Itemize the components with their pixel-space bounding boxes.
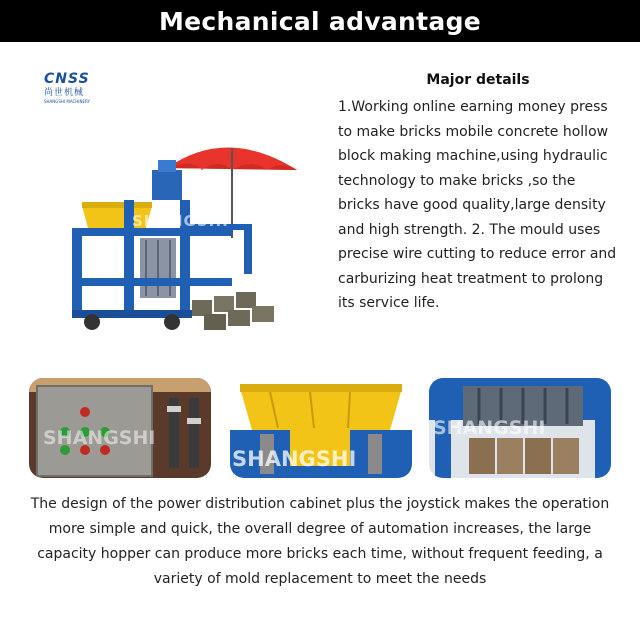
logo-english-name: SHANGSHI MACHINERY bbox=[44, 99, 90, 104]
logo-chinese-name: 尚世机械 bbox=[44, 88, 85, 98]
logo-mark: CNSS bbox=[44, 71, 90, 87]
mold-watermark: SHANGSHI bbox=[433, 417, 546, 439]
title-banner bbox=[0, 0, 640, 42]
features-caption: The design of the power distribution cabinet plus the joystick makes the operation more simple and quick, the overall degree of automation increases, the large capacity hopper can produce more bricks each time, without frequent feeding, a variety of mold replacement to meet the needs bbox=[30, 496, 610, 587]
details-text: 1.Working online earning money press to make bricks mobile concrete hollow block making machine,using hydraulic technology to make bricks ,so the bricks have good quality,large density and high strength. 2. The mould uses precise wire cutting to reduce error and carburizing heat treatment to prolong its service life. bbox=[338, 99, 617, 311]
cabinet-watermark: SHANGSHI bbox=[43, 427, 156, 449]
banner-title: Mechanical advantage bbox=[158, 6, 482, 36]
machine-watermark: SHANGSHI bbox=[132, 212, 229, 230]
major-details-panel bbox=[338, 72, 618, 316]
cabinet-photo bbox=[29, 378, 211, 478]
hopper-watermark: SHANGSHI bbox=[232, 447, 357, 471]
hopper-photo bbox=[230, 378, 412, 478]
brand-logo bbox=[44, 72, 104, 106]
details-heading: Major details bbox=[426, 72, 530, 88]
machine-image bbox=[62, 128, 312, 338]
mold-photo bbox=[429, 378, 611, 478]
